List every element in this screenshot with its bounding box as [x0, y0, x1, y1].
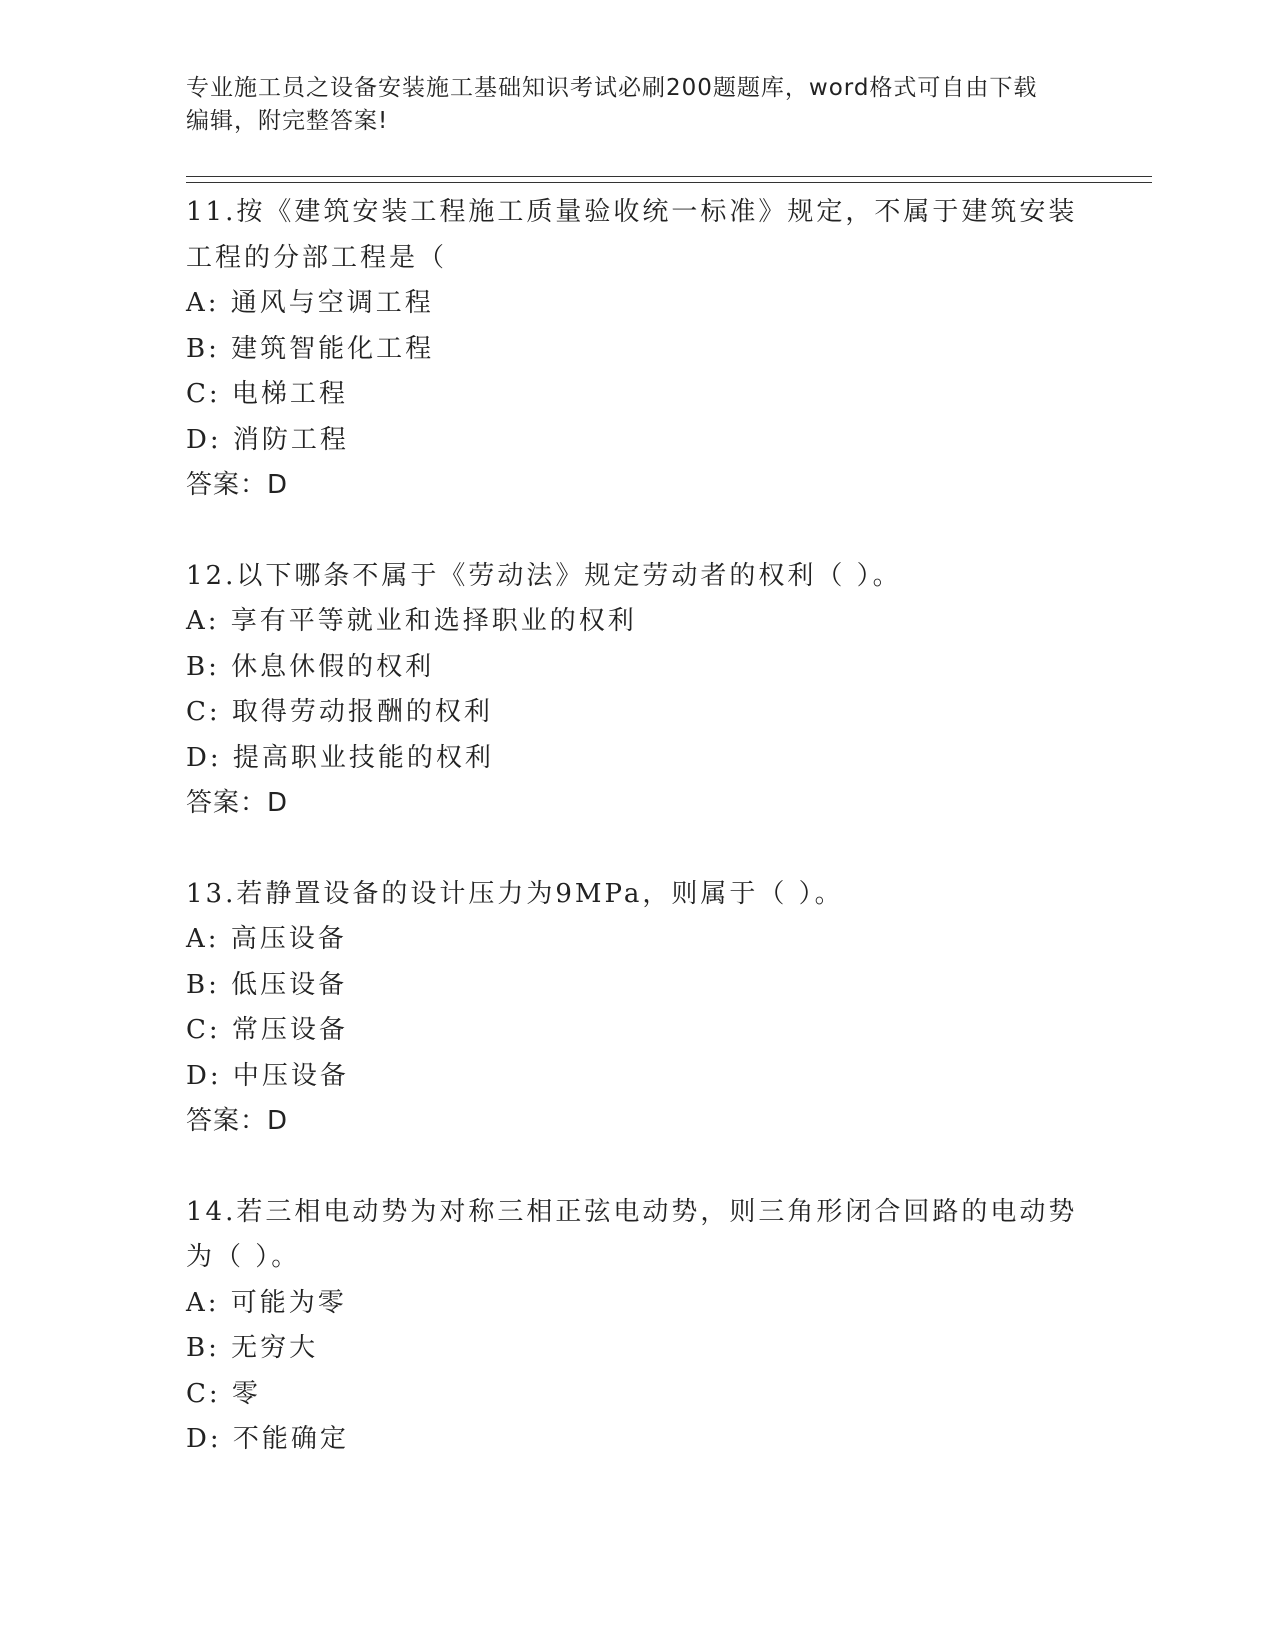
answer-line: 答案：D: [186, 788, 289, 818]
question-stem-line: 工程的分部工程是（: [186, 242, 448, 273]
question-stem-line: 为（ ）。: [186, 1242, 301, 1272]
header-line-1: 专业施工员之设备安装施工基础知识考试必刷200题题库，word格式可自由下载: [186, 75, 1038, 101]
question-stem-line: 13.若静置设备的设计压力为9MPa，则属于（ ）。: [186, 878, 844, 909]
header-line-2: 编辑，附完整答案!: [186, 108, 389, 134]
option-b: B: 无穷大: [186, 1333, 319, 1363]
option-c: C: 常压设备: [186, 1015, 348, 1045]
option-d: D: 中压设备: [186, 1060, 349, 1091]
question-stem-line: 14.若三相电动势为对称三相正弦电动势，则三角形闭合回路的电动势: [186, 1196, 1078, 1227]
option-c: C: 零: [186, 1378, 261, 1409]
option-d: D: 消防工程: [186, 424, 349, 455]
option-b: B: 建筑智能化工程: [186, 333, 435, 364]
question-14: [186, 1190, 1086, 1463]
option-d: D: 不能确定: [186, 1424, 349, 1454]
question-spacer: [186, 827, 1086, 872]
header-divider: [186, 176, 1152, 183]
option-b: B: 低压设备: [186, 969, 348, 1000]
question-list: [186, 190, 1086, 1463]
option-b: B: 休息休假的权利: [186, 651, 435, 682]
answer-line: 答案：D: [186, 470, 289, 500]
option-c: C: 电梯工程: [186, 379, 348, 409]
option-d: D: 提高职业技能的权利: [186, 742, 494, 773]
document-header: [186, 72, 1066, 138]
option-a: A: 通风与空调工程: [186, 288, 434, 318]
question-13: [186, 872, 1086, 1145]
question-spacer: [186, 1145, 1086, 1190]
answer-line: 答案：D: [186, 1106, 289, 1136]
question-12: [186, 554, 1086, 827]
option-c: C: 取得劳动报酬的权利: [186, 697, 493, 727]
question-stem-line: 12.以下哪条不属于《劳动法》规定劳动者的权利（ ）。: [186, 560, 902, 591]
question-spacer: [186, 509, 1086, 554]
question-11: [186, 190, 1086, 509]
option-a: A: 享有平等就业和选择职业的权利: [186, 606, 637, 636]
option-a: A: 可能为零: [186, 1287, 347, 1318]
question-stem-line: 11.按《建筑安装工程施工质量验收统一标准》规定，不属于建筑安装: [186, 197, 1078, 227]
option-a: A: 高压设备: [186, 924, 347, 954]
